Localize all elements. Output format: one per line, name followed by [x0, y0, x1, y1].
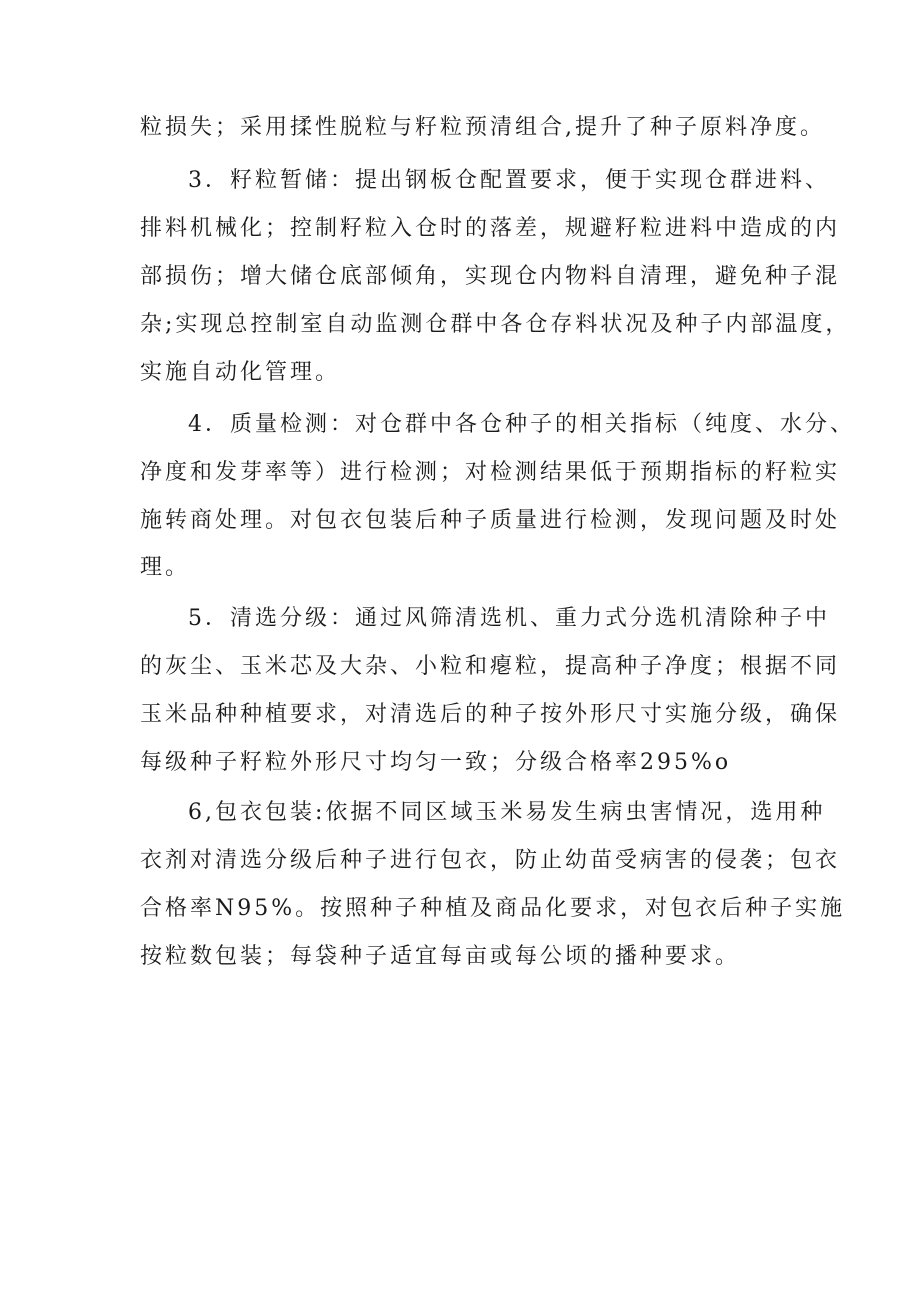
text-line-17: 合格率N95%。按照种子种植及商品化要求，对包衣后种子实施 [140, 896, 846, 921]
text-line-10: 理。 [140, 555, 191, 580]
text-line-14: 每级种子籽粒外形尺寸均匀一致；分级合格率295%o [140, 750, 732, 775]
text-line-16: 衣剂对清选分级后种子进行包衣，防止幼苗受病害的侵袭；包衣 [140, 848, 841, 873]
text-line-6: 实施自动化管理。 [140, 360, 341, 385]
text-line-18: 按粒数包装；每袋种子适宜每亩或每公顷的播种要求。 [140, 944, 741, 969]
text-line-9: 施转商处理。对包衣包装后种子质量进行检测，发现问题及时处 [140, 508, 841, 533]
section-5-heading-line: 5．清选分级：通过风筛清选机、重力式分选机清除种子中 [188, 606, 830, 631]
text-line-13: 玉米品种种植要求，对清选后的种子按外形尺寸实施分级，确保 [140, 702, 841, 727]
section-6-heading-line: 6,包衣包装:依据不同区域玉米易发生病虫害情况，选用种 [188, 800, 826, 825]
section-4-heading-line: 4．质量检测：对仓群中各仓种子的相关指标（纯度、水分、 [188, 412, 855, 437]
text-line-1: 粒损失；采用揉性脱粒与籽粒预清组合,提升了种子原料净度。 [140, 115, 825, 140]
section-3-heading-line: 3．籽粒暂储：提出钢板仓配置要求，便于实现仓群进料、 [188, 168, 830, 193]
text-line-8: 净度和发芽率等）进行检测；对检测结果低于预期指标的籽粒实 [140, 460, 841, 485]
text-line-3: 排料机械化；控制籽粒入仓时的落差，规避籽粒进料中造成的内 [140, 216, 841, 241]
text-line-5: 杂;实现总控制室自动监测仓群中各仓存料状况及种子内部温度， [140, 312, 851, 337]
text-line-4: 部损伤；增大储仓底部倾角，实现仓内物料自清理，避免种子混 [140, 264, 841, 289]
text-line-12: 的灰尘、玉米芯及大杂、小粒和瘪粒，提高种子净度；根据不同 [140, 654, 841, 679]
